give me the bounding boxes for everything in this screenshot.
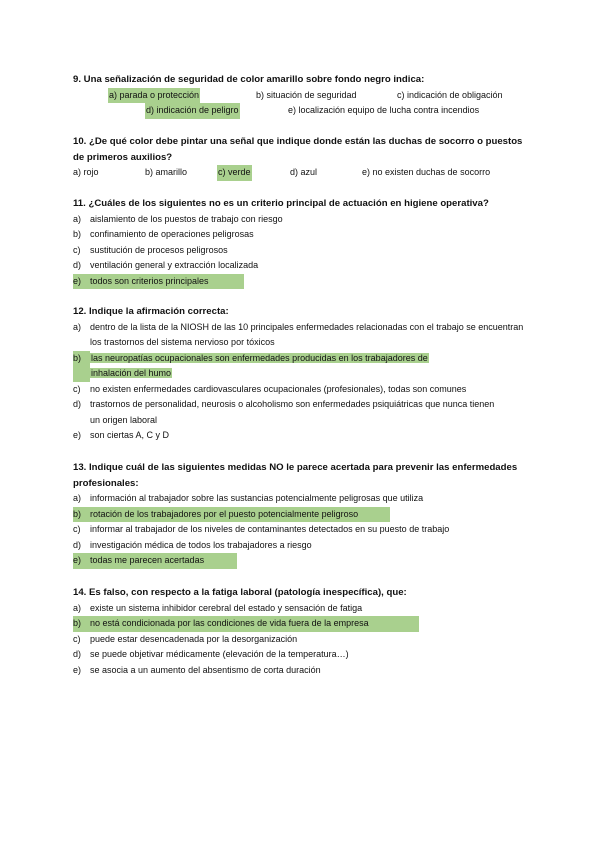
question-13 <box>73 460 533 569</box>
answer-option-e[interactable]: e) localización equipo de lucha contra incendios <box>288 105 480 115</box>
answer-option-a[interactable]: a) información al trabajador sobre las sustancias potencialmente peligrosas que utiliza <box>73 493 424 503</box>
answer-option-a[interactable]: a) dentro de la lista de la NIOSH de las 10 principales enfermedades relacionadas con el trabajo se encuentran los trastornos del sistema nervioso por tóxicos <box>73 321 524 347</box>
answer-option-d[interactable]: d) trastornos de personalidad, neurosis o alcoholismo son enfermedades psiquiátricas que nunca tienen un origen laboral <box>73 399 495 425</box>
answer-option-b[interactable]: b) amarillo <box>145 167 188 177</box>
question-title: 13. Indique cuál de las siguientes medidas NO le parece acertada para prevenir las enfermedades profesionales: <box>73 462 518 489</box>
answer-option-b[interactable]: b) rotación de los trabajadores por el puesto potencialmente peligroso <box>73 507 390 523</box>
answer-option-b[interactable]: b) situación de seguridad <box>256 89 357 100</box>
answer-option-d[interactable]: d) azul <box>290 167 318 177</box>
question-10 <box>73 134 533 181</box>
answer-option-b[interactable]: b) las neuropatías ocupacionales son enfermedades producidas en los trabajadores de inhalación del humo <box>73 351 533 382</box>
question-14 <box>73 585 533 678</box>
answer-option-d[interactable]: d) ventilación general y extracción localizada <box>73 260 259 270</box>
answer-option-a[interactable]: a) aislamiento de los puestos de trabajo con riesgo <box>73 213 283 224</box>
question-title: 12. Indique la afirmación correcta: <box>73 306 229 317</box>
question-11 <box>73 196 533 289</box>
answer-option-c[interactable]: c) puede estar desencadenada por la desorganización <box>73 633 298 644</box>
answer-option-d[interactable]: d) se puede objetivar médicamente (elevación de la temperatura…) <box>73 649 349 659</box>
answer-option-c[interactable]: c) informar al trabajador de los niveles de contaminantes detectados en su puesto de trabajo <box>73 524 450 534</box>
answer-option-d[interactable]: d) investigación médica de todos los trabajadores a riesgo <box>73 539 312 550</box>
answer-option-e[interactable]: e) no existen duchas de socorro <box>362 167 491 177</box>
answer-row <box>73 165 533 181</box>
answer-option-a[interactable]: a) rojo <box>73 167 99 177</box>
question-title: 9. Una señalización de seguridad de color amarillo sobre fondo negro indica: <box>73 74 425 85</box>
question-title: 11. ¿Cuáles de los siguientes no es un criterio principal de actuación en higiene operativa? <box>73 198 489 209</box>
answer-option-d[interactable]: d) indicación de peligro <box>145 103 240 119</box>
question-12 <box>73 304 533 444</box>
question-title: 10. ¿De qué color debe pintar una señal que indique donde están las duchas de socorro o puestos de primeros auxilios? <box>73 136 523 163</box>
answer-option-c[interactable]: c) verde <box>217 165 252 181</box>
question-title: 14. Es falso, con respecto a la fatiga laboral (patología inespecífica), que: <box>73 587 407 598</box>
answer-option-e[interactable]: e) son ciertas A, C y D <box>73 430 170 440</box>
answer-row <box>73 103 533 119</box>
answer-option-a[interactable]: a) existe un sistema inhibidor cerebral del estado y sensación de fatiga <box>73 602 363 613</box>
question-9 <box>73 72 533 119</box>
answer-option-b[interactable]: b) confinamiento de operaciones peligrosas <box>73 229 254 239</box>
answer-option-e[interactable]: e) todos son criterios principales <box>73 274 244 290</box>
answer-option-c[interactable]: c) indicación de obligación <box>397 89 503 100</box>
answer-option-c[interactable]: c) no existen enfermedades cardiovasculares ocupacionales (profesionales), todas son comunes <box>73 383 467 394</box>
answer-option-a[interactable]: a) parada o protección <box>108 88 200 104</box>
answer-row <box>73 88 533 104</box>
answer-option-c[interactable]: c) sustitución de procesos peligrosos <box>73 244 228 255</box>
answer-option-b[interactable]: b) no está condicionada por las condiciones de vida fuera de la empresa <box>73 616 419 632</box>
answer-option-e[interactable]: e) se asocia a un aumento del absentismo de corta duración <box>73 664 321 675</box>
answer-option-e[interactable]: e) todas me parecen acertadas <box>73 553 237 569</box>
